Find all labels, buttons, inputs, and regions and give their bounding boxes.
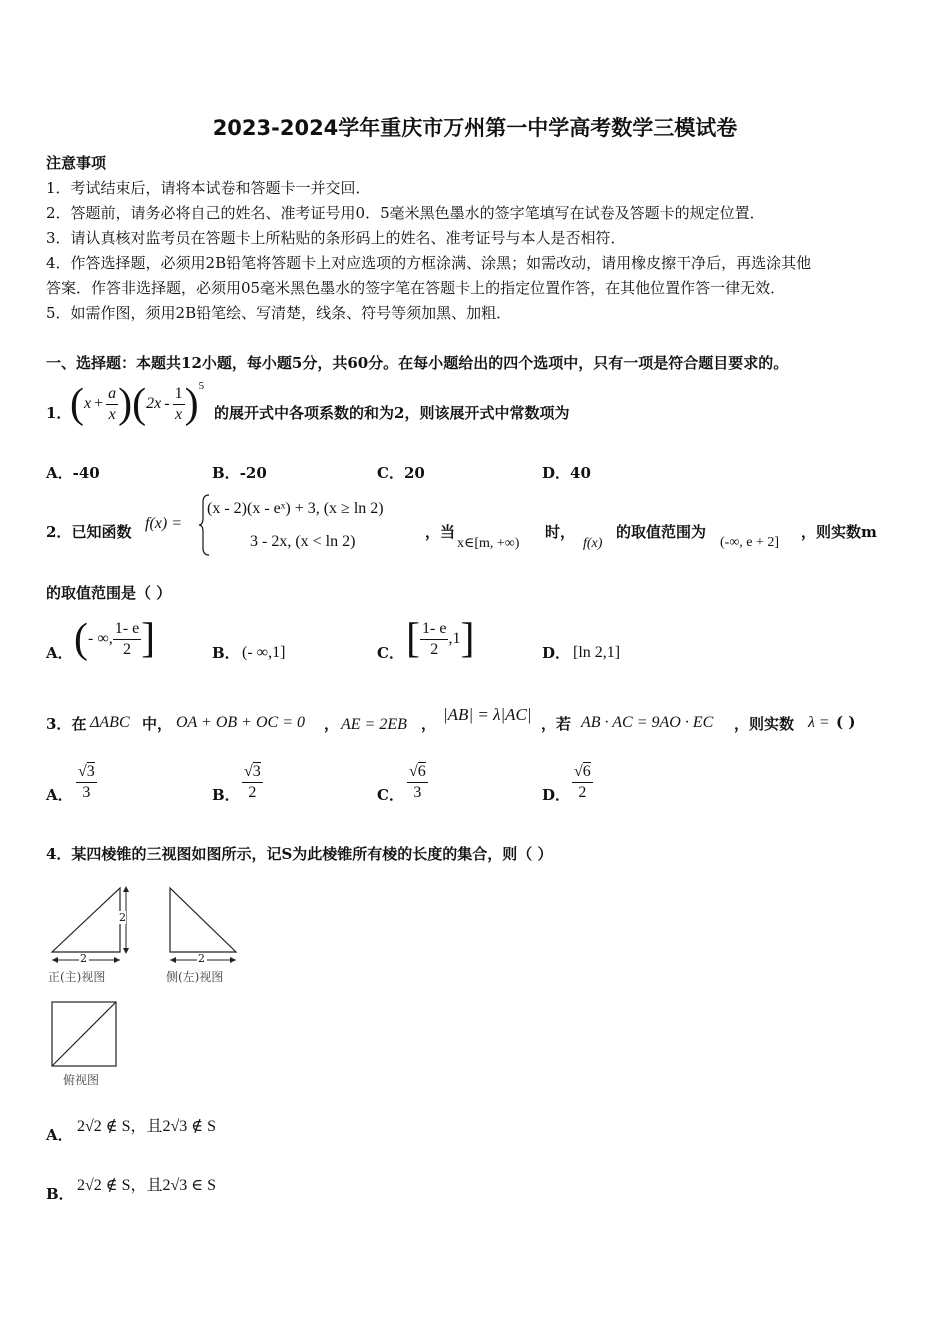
q3-abs-relation: |AB| = λ|AC|: [443, 705, 532, 724]
q2-tail: ，则实数m: [801, 523, 877, 541]
q4-option-a-label[interactable]: A．: [46, 1126, 73, 1144]
q3-comma: ，: [324, 715, 340, 733]
q3-dot-product: AB · AC = 9AO · EC: [581, 714, 714, 731]
q3-option-b[interactable]: $\frac{√3}{2}$: [244, 763, 261, 801]
q2-fx-2: f(x): [583, 536, 603, 551]
q2-option-d-label[interactable]: D．: [542, 644, 571, 662]
q2-option-d[interactable]: [ln 2,1]: [573, 644, 621, 661]
q3-tail: ，则实数: [734, 715, 795, 733]
top-view-label: 俯视图: [63, 1073, 100, 1087]
q3-option-a[interactable]: $\frac{√3}{3}$: [78, 763, 95, 801]
q2-tail-2: 的取值范围是（ ）: [46, 584, 172, 602]
q2-option-b[interactable]: (- ∞,1]: [242, 644, 286, 661]
front-view: [52, 886, 129, 965]
q1-text: 的展开式中各项系数的和为2，则该展开式中常数项为: [214, 404, 570, 422]
q3-option-c[interactable]: $\frac{√6}{3}$: [409, 763, 426, 801]
q1-option-c[interactable]: C．20: [377, 464, 425, 482]
notice-item: 5．如需作图，须用2B铅笔绘、写清楚，线条、符号等须加黑、加粗．: [46, 304, 512, 322]
q3-option-d-label[interactable]: D．: [542, 786, 571, 804]
q3-option-b-label[interactable]: B．: [212, 786, 240, 804]
q1-option-d[interactable]: D．40: [542, 464, 591, 482]
front-height-dim: 2: [119, 911, 126, 924]
q3-option-c-label[interactable]: C．: [377, 786, 404, 804]
front-view-label: 正(主)视图: [48, 970, 106, 984]
q2-range: (-∞, e + 2]: [720, 535, 780, 550]
q2-option-c-label[interactable]: C．: [377, 644, 404, 662]
q3-vector-ae: AE = 2EB: [341, 716, 407, 733]
notice-item: 2．答题前，请务必将自己的姓名、准考证号用0．5毫米黑色墨水的签字笔填写在试卷及答题卡的规定位置．: [46, 204, 765, 222]
q3-comma: ，: [421, 715, 437, 733]
q2-condition: x∈[m, +∞): [457, 536, 520, 551]
q1-expression: ( x + $\frac{a}{x}$ ) ( 2x - $\frac{1}{x}$ ) 5: [70, 380, 205, 427]
q2-when: ，当: [425, 523, 456, 541]
q1-number: 1．: [46, 404, 72, 422]
q2-range-text: 的取值范围为: [616, 523, 707, 541]
side-view-label: 侧(左)视图: [166, 970, 224, 984]
q1-option-b[interactable]: B．-20: [212, 464, 267, 482]
q3-zhong: 中，: [142, 715, 173, 733]
front-width-dim: 2: [80, 952, 87, 965]
q3-triangle: ΔABC: [90, 714, 130, 731]
exam-title: 2023-2024学年重庆市万州第一中学高考数学三模试卷: [212, 116, 738, 140]
q3-lambda: λ =: [808, 714, 830, 731]
q2-option-c[interactable]: [ $\frac{1- e}{2}$ ,1 ]: [406, 616, 475, 662]
q3-number: 3．在: [46, 715, 87, 733]
q1-option-a[interactable]: A．-40: [46, 464, 100, 482]
q3-vector-sum: OA + OB + OC = 0: [176, 714, 305, 731]
q2-option-b-label[interactable]: B．: [212, 644, 240, 662]
q2-fx: f(x) =: [145, 515, 182, 532]
notice-item: 答案．作答非选择题，必须用05毫米黑色墨水的签字笔在答题卡上的指定位置作答，在其他位置作答一律无效．: [46, 279, 786, 297]
q2-number: 2．已知函数: [46, 523, 132, 541]
q2-case-2: 3 - 2x, (x < ln 2): [250, 533, 356, 550]
notice-item: 3．请认真核对监考员在答题卡上所粘贴的条形码上的姓名、准考证号与本人是否相符．: [46, 229, 626, 247]
side-width-dim: 2: [198, 952, 205, 965]
q4-option-b[interactable]: 2√2 ∉ S，且2√3 ∈ S: [77, 1177, 217, 1194]
notice-item: 4．作答选择题，必须用2B铅笔将答题卡上对应选项的方框涂满、涂黑；如需改动，请用橡皮擦干净后，再选涂其他: [46, 254, 812, 272]
top-view: [52, 1002, 116, 1066]
three-view-figure: [44, 880, 254, 1090]
q2-option-a[interactable]: ( - ∞, $\frac{1- e}{2}$ ]: [74, 616, 156, 662]
q3-paren: ( ): [836, 713, 856, 731]
q2-option-a-label[interactable]: A．: [46, 644, 73, 662]
q4-option-b-label[interactable]: B．: [46, 1185, 74, 1203]
notice-item: 1．考试结束后，请将本试卷和答题卡一并交回．: [46, 179, 371, 197]
q3-ruo: ，若: [541, 715, 572, 733]
q4-option-a[interactable]: 2√2 ∉ S，且2√3 ∉ S: [77, 1118, 217, 1135]
q3-option-a-label[interactable]: A．: [46, 786, 73, 804]
q2-shi: 时，: [545, 523, 576, 541]
q2-case-1: (x - 2)(x - eˣ) + 3, (x ≥ ln 2): [207, 500, 384, 517]
section-heading: 一、选择题：本题共12小题，每小题5分，共60分。在每小题给出的四个选项中，只有一项是符合题目要求的。: [46, 354, 789, 372]
notice-heading: 注意事项: [46, 154, 107, 172]
q3-option-d[interactable]: $\frac{√6}{2}$: [574, 763, 591, 801]
q4-text: 4．某四棱锥的三视图如图所示，记S为此棱锥所有棱的长度的集合，则（ ）: [46, 845, 553, 863]
